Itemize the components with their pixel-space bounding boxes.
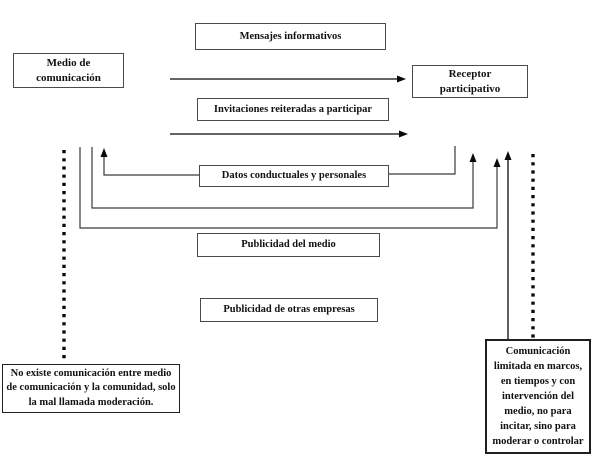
mensajes-arrow	[170, 76, 406, 83]
datos-to-medio-arrow	[101, 148, 200, 175]
medio-to-receptor-connector-2	[80, 147, 501, 228]
comunicacion-limitada-arrow	[505, 151, 512, 339]
publicidad-del-medio-box	[197, 233, 380, 257]
no-existe-comunicacion-note	[2, 364, 180, 413]
invitaciones-label: Invitaciones reiteradas a participar	[213, 103, 373, 115]
invitaciones-box	[197, 98, 389, 121]
receptor-label: Receptor participativo	[439, 67, 501, 95]
medio-de-comunicacion-box	[13, 53, 124, 88]
datos-label: Datos conductuales y personales	[221, 170, 367, 181]
comunicacion-limitada-note	[485, 339, 591, 454]
receptor-participativo-box	[412, 65, 528, 98]
receptor-to-datos-connector	[389, 146, 455, 174]
publicidad-otras-label: Publicidad de otras empresas	[223, 304, 355, 315]
publicidad-medio-label: Publicidad del medio	[241, 239, 336, 250]
no-existe-text: No existe comunicación entre medio de comunicación y la comunidad, solo la mal llamada moderación.	[6, 367, 176, 408]
mensajes-label: Mensajes informativos	[239, 30, 342, 42]
medio-label: Medio de comunicación	[36, 56, 101, 84]
mensajes-informativos-box	[195, 23, 386, 50]
datos-conductuales-box	[199, 165, 389, 187]
invitaciones-arrow	[170, 131, 408, 138]
comunicacion-limitada-text: Comunicación limitada en marcos, en tiempos y con intervención del medio, no para incitar, sino para moderar o controlar	[492, 346, 584, 447]
publicidad-otras-empresas-box	[200, 298, 378, 322]
